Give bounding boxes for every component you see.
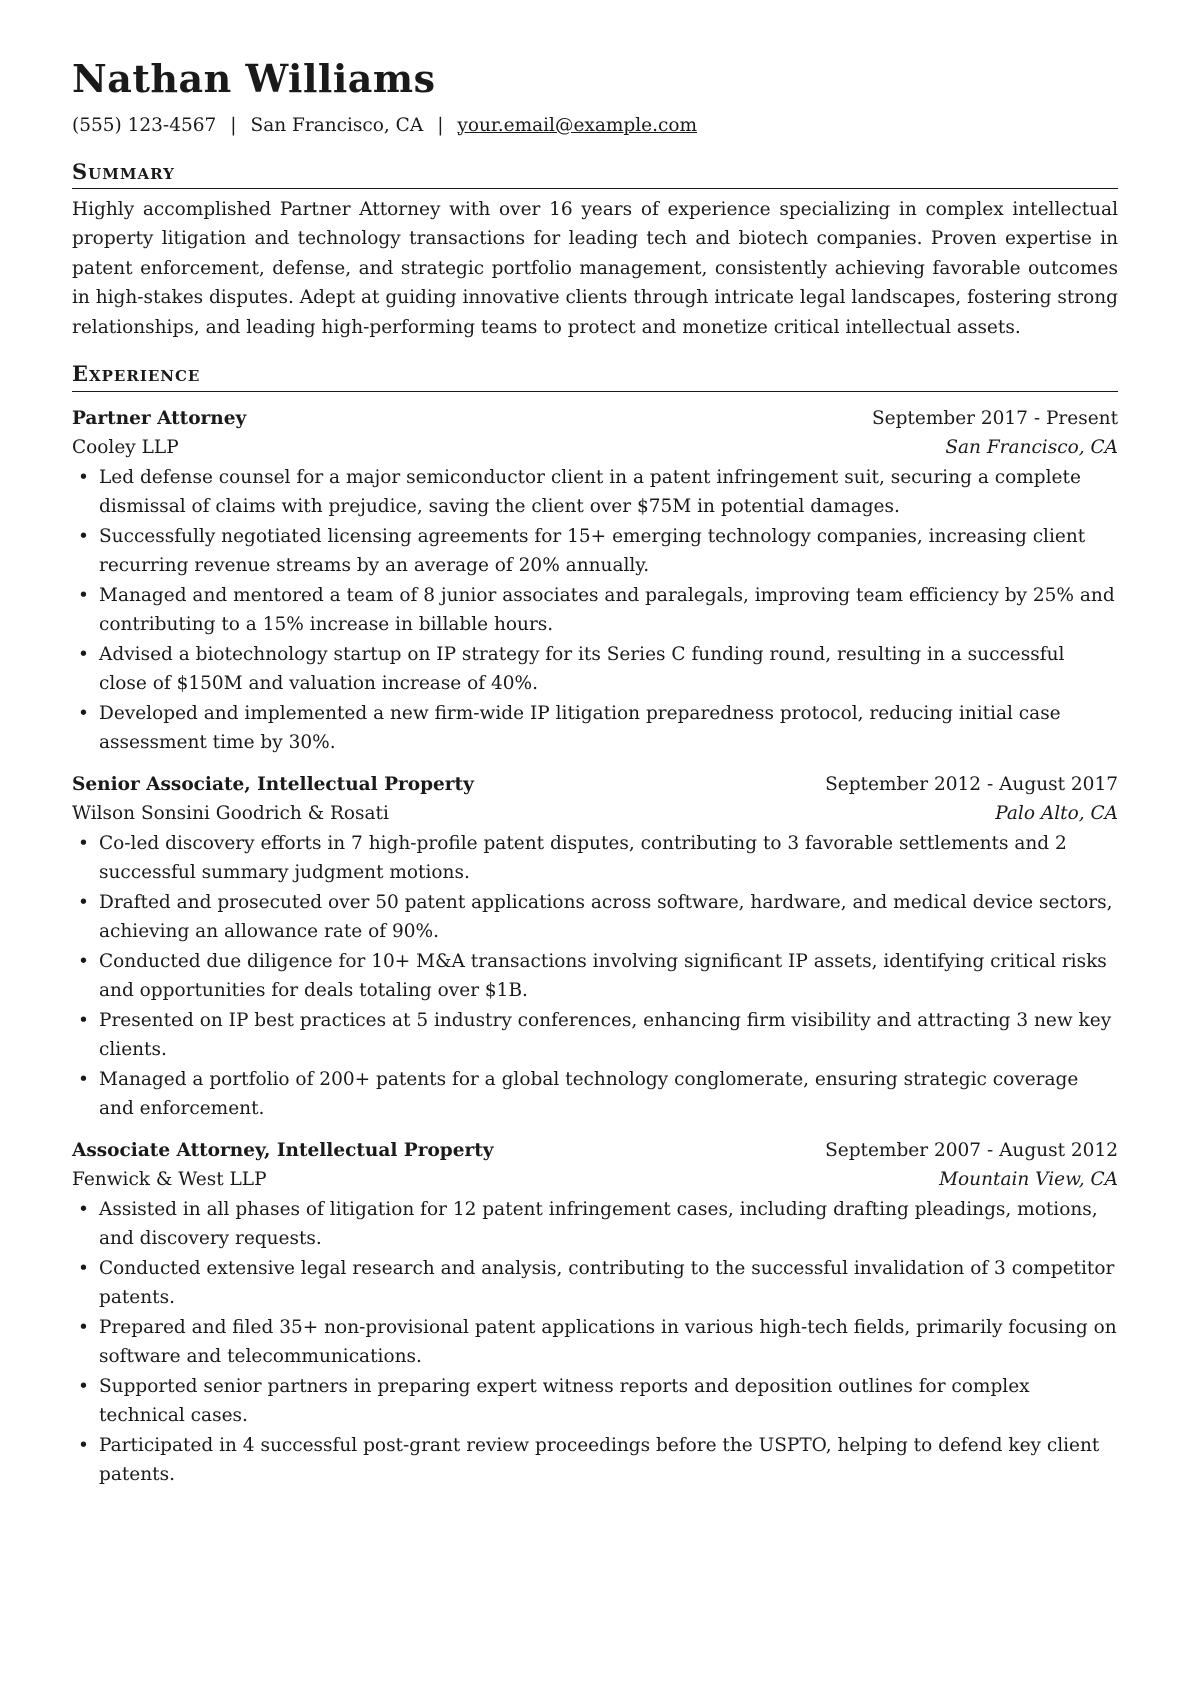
job-dates: September 2007 - August 2012 [825, 1139, 1118, 1161]
bullet-icon: • [78, 525, 89, 547]
bullet-icon: • [78, 1375, 89, 1397]
contact-separator: | [437, 114, 444, 136]
job-header-row [72, 1136, 1118, 1166]
email-link[interactable]: your.email@example.com [457, 114, 698, 136]
bullet-item [72, 463, 1118, 522]
bullet-item [72, 1372, 1118, 1431]
bullet-icon: • [78, 466, 89, 488]
bullet-icon: • [78, 702, 89, 724]
job-header-row [72, 770, 1118, 800]
bullet-text: Drafted and prosecuted over 50 patent applications across software, hardware, and medical device sectors, achieving an allowance rate of 90%. [99, 891, 1113, 943]
bullet-icon: • [78, 1009, 89, 1031]
bullet-text: Presented on IP best practices at 5 industry conferences, enhancing firm visibility and attracting 3 new key clients. [99, 1009, 1112, 1061]
job-company-row [72, 799, 1118, 829]
job-header-row [72, 404, 1118, 434]
bullet-item [72, 1254, 1118, 1313]
bullet-text: Co-led discovery efforts in 7 high-profile patent disputes, contributing to 3 favorable settlements and 2 successful summary judgment motions. [99, 832, 1067, 884]
bullet-item [72, 1065, 1118, 1124]
bullet-text: Managed and mentored a team of 8 junior associates and paralegals, improving team efficiency by 25% and contributing to a 15% increase in billable hours. [99, 584, 1115, 636]
bullet-item [72, 522, 1118, 581]
summary-text: Highly accomplished Partner Attorney with over 16 years of experience specializing in complex intellectual property litigation and technology transactions for leading tech and biotech companies. Proven expertise in patent enforcement, defense, and strategic portfolio management, consistently achieving favorable outcomes in high-stakes disputes. Adept at guiding innovative clients through intricate legal landscapes, fostering strong relationships, and leading high-performing teams to protect and monetize critical intellectual assets. [72, 198, 1118, 338]
bullet-item [72, 1006, 1118, 1065]
job-location: San Francisco, CA [945, 437, 1118, 459]
bullet-icon: • [78, 950, 89, 972]
bullet-item [72, 640, 1118, 699]
experience-section [72, 360, 1118, 1489]
job-entry [72, 404, 1118, 758]
bullet-text: Participated in 4 successful post-grant review proceedings before the USPTO, helping to defend key client patents. [99, 1434, 1100, 1486]
bullet-text: Conducted extensive legal research and analysis, contributing to the successful invalidation of 3 competitor patents. [99, 1257, 1115, 1309]
bullet-item [72, 1313, 1118, 1372]
bullet-text: Developed and implemented a new firm-wide IP litigation preparedness protocol, reducing initial case assessment time by 30%. [99, 702, 1061, 754]
contact-separator: | [230, 114, 237, 136]
bullet-icon: • [78, 643, 89, 665]
bullet-item [72, 1431, 1118, 1490]
bullet-icon: • [78, 1257, 89, 1279]
job-bullets [72, 1195, 1118, 1490]
contact-line [72, 114, 1118, 138]
bullet-icon: • [78, 1198, 89, 1220]
bullet-icon: • [78, 584, 89, 606]
job-bullets [72, 829, 1118, 1124]
bullet-text: Led defense counsel for a major semiconductor client in a patent infringement suit, securing a complete dismissal of claims with prejudice, saving the client over $75M in potential damages. [99, 466, 1081, 518]
job-entry [72, 1136, 1118, 1490]
candidate-name: Nathan Williams [72, 56, 436, 101]
bullet-item [72, 829, 1118, 888]
bullet-item [72, 1195, 1118, 1254]
bullet-text: Successfully negotiated licensing agreements for 15+ emerging technology companies, increasing client recurring revenue streams by an average of 20% annually. [99, 525, 1086, 577]
job-company: Wilson Sonsini Goodrich & Rosati [72, 803, 389, 825]
location: San Francisco, CA [250, 114, 424, 136]
bullet-item [72, 947, 1118, 1006]
bullet-item [72, 699, 1118, 758]
summary-section [72, 158, 1118, 343]
summary-heading: Summary [72, 158, 1118, 189]
job-title: Senior Associate, Intellectual Property [72, 773, 474, 795]
experience-heading: Experience [72, 360, 1118, 391]
bullet-icon: • [78, 1316, 89, 1338]
job-entry [72, 770, 1118, 1124]
job-dates: September 2017 - Present [871, 407, 1118, 429]
job-dates: September 2012 - August 2017 [825, 773, 1118, 795]
bullet-item [72, 888, 1118, 947]
job-company-row [72, 433, 1118, 463]
bullet-icon: • [78, 832, 89, 854]
job-title: Associate Attorney, Intellectual Property [72, 1139, 494, 1161]
bullet-icon: • [78, 891, 89, 913]
job-company: Fenwick & West LLP [72, 1169, 267, 1191]
job-location: Mountain View, CA [939, 1169, 1118, 1191]
job-bullets [72, 463, 1118, 758]
bullet-text: Supported senior partners in preparing expert witness reports and deposition outlines for complex technical cases. [99, 1375, 1030, 1427]
bullet-text: Assisted in all phases of litigation for 12 patent infringement cases, including drafting pleadings, motions, and discovery requests. [99, 1198, 1098, 1250]
bullet-text: Managed a portfolio of 200+ patents for a global technology conglomerate, ensuring strategic coverage and enforcement. [99, 1068, 1079, 1120]
job-company-row [72, 1165, 1118, 1195]
bullet-text: Prepared and filed 35+ non-provisional patent applications in various high-tech fields, primarily focusing on software and telecommunications. [99, 1316, 1117, 1368]
bullet-icon: • [78, 1068, 89, 1090]
job-location: Palo Alto, CA [995, 803, 1118, 825]
bullet-text: Conducted due diligence for 10+ M&A transactions involving significant IP assets, identifying critical risks and opportunities for deals totaling over $1B. [99, 950, 1107, 1002]
phone-number: (555) 123-4567 [72, 114, 217, 136]
bullet-text: Advised a biotechnology startup on IP strategy for its Series C funding round, resulting in a successful close of $150M and valuation increase of 40%. [99, 643, 1065, 695]
job-title: Partner Attorney [72, 407, 247, 429]
bullet-item [72, 581, 1118, 640]
job-company: Cooley LLP [72, 437, 179, 459]
bullet-icon: • [78, 1434, 89, 1456]
